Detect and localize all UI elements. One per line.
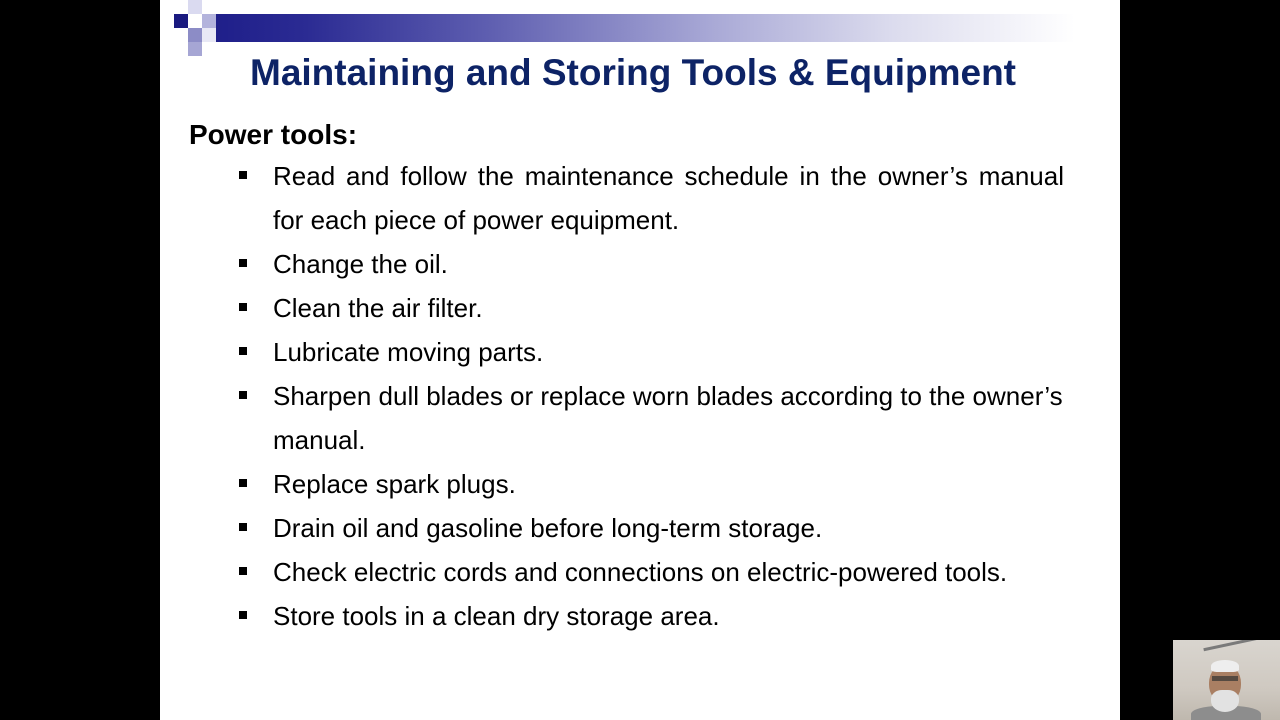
title-gradient-bar bbox=[216, 14, 1120, 42]
corner-square bbox=[174, 14, 188, 28]
list-item bbox=[236, 594, 1116, 638]
square-bullet-icon bbox=[239, 303, 247, 311]
square-bullet-icon bbox=[239, 611, 247, 619]
list-item bbox=[236, 286, 1116, 330]
square-bullet-icon bbox=[239, 567, 247, 575]
corner-square bbox=[188, 28, 202, 42]
presenter-beard bbox=[1211, 690, 1239, 712]
corner-square bbox=[188, 0, 202, 14]
slide-title: Maintaining and Storing Tools & Equipment bbox=[250, 52, 1016, 93]
section-heading: Power tools: bbox=[189, 119, 358, 150]
list-item bbox=[236, 374, 1116, 462]
square-bullet-icon bbox=[239, 523, 247, 531]
list-item bbox=[236, 242, 1116, 286]
bullet-text: Clean the air filter. bbox=[273, 293, 483, 323]
bullet-text: Store tools in a clean dry storage area. bbox=[273, 601, 720, 631]
presentation-slide bbox=[160, 0, 1120, 720]
presenter-glasses bbox=[1212, 676, 1238, 681]
bullet-text: Replace spark plugs. bbox=[273, 469, 516, 499]
bullet-text: Drain oil and gasoline before long-term storage. bbox=[273, 513, 823, 543]
square-bullet-icon bbox=[239, 479, 247, 487]
presenter-webcam-thumbnail bbox=[1173, 640, 1280, 720]
list-item bbox=[236, 462, 1116, 506]
square-bullet-icon bbox=[239, 347, 247, 355]
list-item bbox=[236, 506, 1116, 550]
list-item bbox=[236, 550, 1116, 594]
bullet-list bbox=[236, 154, 1116, 638]
square-bullet-icon bbox=[239, 171, 247, 179]
corner-square bbox=[202, 28, 216, 42]
square-bullet-icon bbox=[239, 391, 247, 399]
ceiling-fan-icon bbox=[1203, 640, 1262, 651]
presenter-cap bbox=[1211, 660, 1239, 672]
bullet-text: Read and follow the maintenance schedule in the owner’s manual for each piece of power equipment. bbox=[273, 161, 1064, 235]
list-item bbox=[236, 154, 1116, 242]
bullet-text: Check electric cords and connections on electric-powered tools. bbox=[273, 557, 1008, 587]
corner-square bbox=[202, 14, 216, 28]
list-item bbox=[236, 330, 1116, 374]
bullet-text: Lubricate moving parts. bbox=[273, 337, 544, 367]
bullet-text: Sharpen dull blades or replace worn blades according to the owner’s manual. bbox=[273, 381, 1063, 455]
square-bullet-icon bbox=[239, 259, 247, 267]
bullet-text: Change the oil. bbox=[273, 249, 448, 279]
